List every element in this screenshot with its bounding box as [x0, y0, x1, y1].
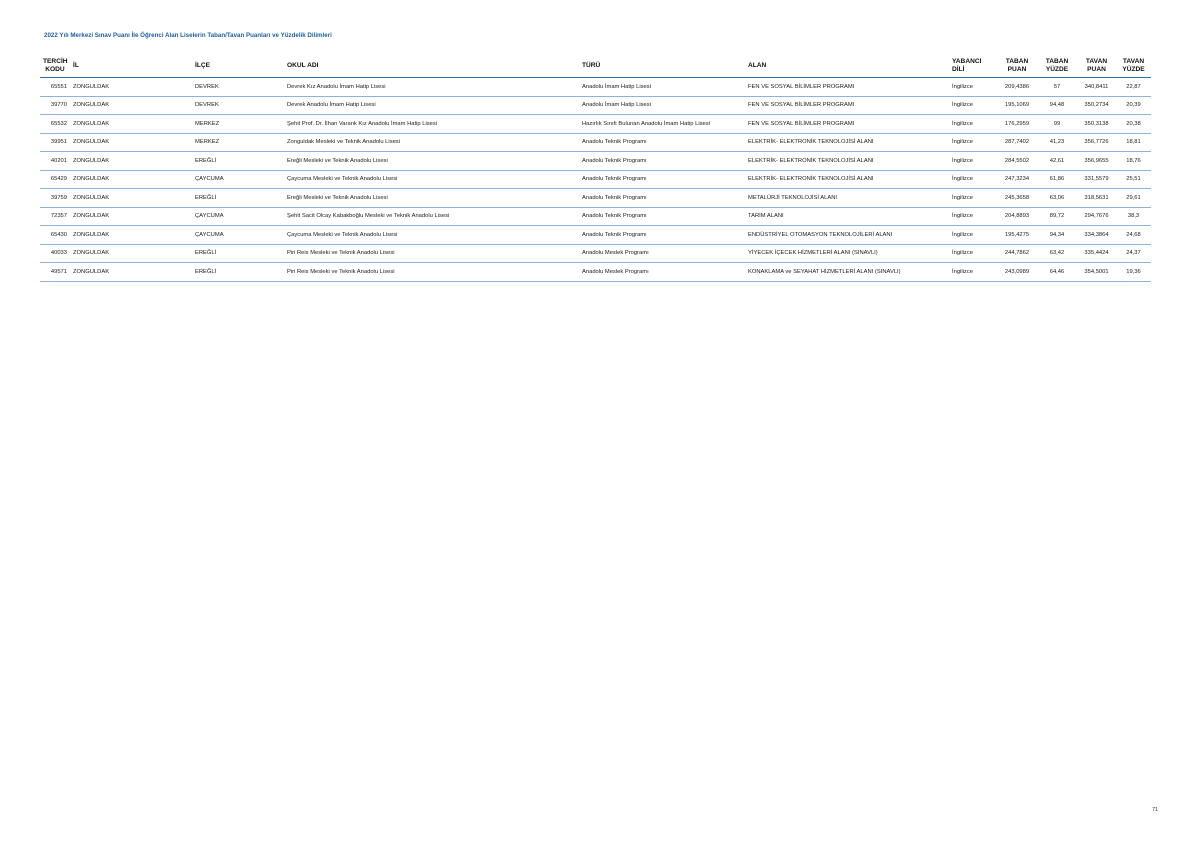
- cell-okul-adi: Devrek Kız Anadolu İmam Hatip Lisesi: [284, 78, 579, 97]
- cell-turu: Anadolu Teknik Programı: [579, 133, 745, 152]
- cell-taban-yuzde: 42,61: [1037, 152, 1077, 171]
- cell-taban-puan: 247,3234: [997, 170, 1037, 189]
- cell-tercih-kodu: 40033: [40, 244, 70, 263]
- table-row: [40, 152, 1151, 171]
- cell-tavan-puan: 356,9655: [1077, 152, 1116, 171]
- cell-taban-puan: 284,5502: [997, 152, 1037, 171]
- col-header-il: İL: [70, 55, 192, 78]
- cell-il: ZONGULDAK: [70, 226, 192, 245]
- cell-tavan-puan: 294,7676: [1077, 207, 1116, 226]
- cell-alan: FEN VE SOSYAL BİLİMLER PROGRAMI: [745, 115, 949, 134]
- cell-yabanci-dili: İngilizce: [949, 115, 997, 134]
- cell-okul-adi: Piri Reis Mesleki ve Teknik Anadolu Lisesi: [284, 263, 579, 282]
- cell-yabanci-dili: İngilizce: [949, 226, 997, 245]
- cell-taban-yuzde: 57: [1037, 78, 1077, 97]
- cell-tavan-puan: 334,3864: [1077, 226, 1116, 245]
- col-header-taban-yuzde: TABAN YÜZDE: [1037, 55, 1077, 78]
- cell-ilce: DEVREK: [192, 78, 284, 97]
- cell-okul-adi: Ereğli Mesleki ve Teknik Anadolu Lisesi: [284, 189, 579, 208]
- cell-taban-yuzde: 63,42: [1037, 244, 1077, 263]
- cell-okul-adi: Piri Reis Mesleki ve Teknik Anadolu Lisesi: [284, 244, 579, 263]
- cell-okul-adi: Devrek Anadolu İmam Hatip Lisesi: [284, 96, 579, 115]
- cell-turu: Anadolu Teknik Programı: [579, 226, 745, 245]
- cell-tavan-yuzde: 22,87: [1116, 78, 1151, 97]
- cell-taban-puan: 195,4275: [997, 226, 1037, 245]
- cell-alan: FEN VE SOSYAL BİLİMLER PROGRAMI: [745, 96, 949, 115]
- cell-yabanci-dili: İngilizce: [949, 152, 997, 171]
- col-header-tercih-kodu: TERCİH KODU: [40, 55, 70, 78]
- scores-table: [40, 55, 1151, 282]
- cell-alan: METALÜRJİ TEKNOLOJİSİ ALANI: [745, 189, 949, 208]
- cell-taban-puan: 243,0989: [997, 263, 1037, 282]
- cell-alan: ELEKTRİK- ELEKTRONİK TEKNOLOJİSİ ALANI: [745, 170, 949, 189]
- cell-il: ZONGULDAK: [70, 78, 192, 97]
- cell-tercih-kodu: 72357: [40, 207, 70, 226]
- cell-okul-adi: Çaycuma Mesleki ve Teknik Anadolu Lisesi: [284, 170, 579, 189]
- cell-taban-yuzde: 94,34: [1037, 226, 1077, 245]
- cell-turu: Anadolu Teknik Programı: [579, 152, 745, 171]
- cell-tercih-kodu: 39770: [40, 96, 70, 115]
- cell-turu: Anadolu İmam Hatip Lisesi: [579, 96, 745, 115]
- cell-tavan-puan: 318,5631: [1077, 189, 1116, 208]
- cell-okul-adi: Şehit Sacit Olcay Kabakboğlu Mesleki ve Teknik Anadolu Lisesi: [284, 207, 579, 226]
- col-header-okul-adi: OKUL ADI: [284, 55, 579, 78]
- cell-ilce: EREĞLİ: [192, 263, 284, 282]
- cell-tercih-kodu: 65430: [40, 226, 70, 245]
- cell-taban-yuzde: 41,23: [1037, 133, 1077, 152]
- col-header-yabanci-dili: YABANCI DİLİ: [949, 55, 997, 78]
- cell-turu: Anadolu Meslek Programı: [579, 263, 745, 282]
- cell-tavan-yuzde: 19,36: [1116, 263, 1151, 282]
- cell-tavan-puan: 356,7726: [1077, 133, 1116, 152]
- page-number: 71: [1152, 807, 1159, 813]
- cell-alan: YİYECEK İÇECEK HİZMETLERİ ALANI (SINAVLI): [745, 244, 949, 263]
- cell-tercih-kodu: 65532: [40, 115, 70, 134]
- col-header-tavan-puan: TAVAN PUAN: [1077, 55, 1116, 78]
- table-row: [40, 115, 1151, 134]
- cell-turu: Anadolu Meslek Programı: [579, 244, 745, 263]
- col-header-tavan-yuzde: TAVAN YÜZDE: [1116, 55, 1151, 78]
- header-row: [40, 55, 1151, 78]
- cell-tavan-puan: 350,3138: [1077, 115, 1116, 134]
- cell-tavan-yuzde: 20,38: [1116, 115, 1151, 134]
- cell-taban-yuzde: 61,86: [1037, 170, 1077, 189]
- cell-tavan-puan: 331,5579: [1077, 170, 1116, 189]
- cell-yabanci-dili: İngilizce: [949, 189, 997, 208]
- cell-ilce: ÇAYCUMA: [192, 170, 284, 189]
- cell-tavan-yuzde: 25,51: [1116, 170, 1151, 189]
- cell-taban-puan: 244,7862: [997, 244, 1037, 263]
- cell-tavan-puan: 350,2734: [1077, 96, 1116, 115]
- table-row: [40, 170, 1151, 189]
- cell-taban-puan: 204,8893: [997, 207, 1037, 226]
- cell-ilce: MERKEZ: [192, 133, 284, 152]
- cell-il: ZONGULDAK: [70, 115, 192, 134]
- cell-ilce: EREĞLİ: [192, 244, 284, 263]
- table-row: [40, 133, 1151, 152]
- table-row: [40, 96, 1151, 115]
- table-row: [40, 189, 1151, 208]
- cell-taban-puan: 209,4386: [997, 78, 1037, 97]
- cell-yabanci-dili: İngilizce: [949, 96, 997, 115]
- cell-turu: Anadolu Teknik Programı: [579, 189, 745, 208]
- cell-tercih-kodu: 39951: [40, 133, 70, 152]
- cell-tercih-kodu: 39759: [40, 189, 70, 208]
- cell-ilce: DEVREK: [192, 96, 284, 115]
- cell-il: ZONGULDAK: [70, 170, 192, 189]
- cell-taban-puan: 287,7402: [997, 133, 1037, 152]
- cell-yabanci-dili: İngilizce: [949, 170, 997, 189]
- table-row: [40, 207, 1151, 226]
- cell-tercih-kodu: 65551: [40, 78, 70, 97]
- document-title: 2022 Yılı Merkezi Sınav Puanı İle Öğrenci Alan Liselerin Taban/Tavan Puanları ve Yüzdelik Dilimleri: [44, 32, 332, 39]
- cell-tavan-yuzde: 24,68: [1116, 226, 1151, 245]
- cell-tavan-yuzde: 29,61: [1116, 189, 1151, 208]
- cell-okul-adi: Şehit Prof. Dr. İlhan Varank Kız Anadolu İmam Hatip Lisesi: [284, 115, 579, 134]
- col-header-ilce: İLÇE: [192, 55, 284, 78]
- cell-il: ZONGULDAK: [70, 152, 192, 171]
- cell-taban-yuzde: 64,46: [1037, 263, 1077, 282]
- cell-ilce: MERKEZ: [192, 115, 284, 134]
- cell-tercih-kodu: 40201: [40, 152, 70, 171]
- cell-taban-yuzde: 89,72: [1037, 207, 1077, 226]
- col-header-taban-puan: TABAN PUAN: [997, 55, 1037, 78]
- cell-alan: KONAKLAMA ve SEYAHAT HİZMETLERİ ALANI (SINAVLI): [745, 263, 949, 282]
- cell-il: ZONGULDAK: [70, 244, 192, 263]
- table-row: [40, 263, 1151, 282]
- table-row: [40, 226, 1151, 245]
- cell-turu: Anadolu Teknik Programı: [579, 207, 745, 226]
- cell-taban-yuzde: 94,48: [1037, 96, 1077, 115]
- cell-okul-adi: Çaycuma Mesleki ve Teknik Anadolu Lisesi: [284, 226, 579, 245]
- cell-tavan-yuzde: 24,37: [1116, 244, 1151, 263]
- cell-ilce: EREĞLİ: [192, 189, 284, 208]
- table-body: [40, 78, 1151, 282]
- cell-yabanci-dili: İngilizce: [949, 207, 997, 226]
- cell-alan: ELEKTRİK- ELEKTRONİK TEKNOLOJİSİ ALANI: [745, 152, 949, 171]
- table-row: [40, 78, 1151, 97]
- cell-turu: Hazırlık Sınıfı Bulunan Anadolu İmam Hatip Lisesi: [579, 115, 745, 134]
- cell-yabanci-dili: İngilizce: [949, 244, 997, 263]
- cell-tavan-yuzde: 18,81: [1116, 133, 1151, 152]
- cell-okul-adi: Zonguldak Mesleki ve Teknik Anadolu Lisesi: [284, 133, 579, 152]
- cell-taban-puan: 245,3658: [997, 189, 1037, 208]
- cell-yabanci-dili: İngilizce: [949, 133, 997, 152]
- cell-ilce: ÇAYCUMA: [192, 226, 284, 245]
- cell-il: ZONGULDAK: [70, 96, 192, 115]
- cell-il: ZONGULDAK: [70, 207, 192, 226]
- cell-tercih-kodu: 49571: [40, 263, 70, 282]
- cell-taban-yuzde: 99: [1037, 115, 1077, 134]
- cell-il: ZONGULDAK: [70, 263, 192, 282]
- cell-alan: ELEKTRİK- ELEKTRONİK TEKNOLOJİSİ ALANI: [745, 133, 949, 152]
- cell-tavan-puan: 335,4424: [1077, 244, 1116, 263]
- cell-tavan-yuzde: 38,3: [1116, 207, 1151, 226]
- cell-yabanci-dili: İngilizce: [949, 78, 997, 97]
- cell-taban-puan: 176,2959: [997, 115, 1037, 134]
- cell-tercih-kodu: 65429: [40, 170, 70, 189]
- col-header-alan: ALAN: [745, 55, 949, 78]
- cell-tavan-yuzde: 18,76: [1116, 152, 1151, 171]
- cell-tavan-puan: 340,8411: [1077, 78, 1116, 97]
- cell-ilce: ÇAYCUMA: [192, 207, 284, 226]
- cell-yabanci-dili: İngilizce: [949, 263, 997, 282]
- cell-tavan-puan: 354,5001: [1077, 263, 1116, 282]
- cell-il: ZONGULDAK: [70, 189, 192, 208]
- cell-turu: Anadolu Teknik Programı: [579, 170, 745, 189]
- table-row: [40, 244, 1151, 263]
- cell-alan: ENDÜSTRİYEL OTOMASYON TEKNOLOJİLERİ ALANI: [745, 226, 949, 245]
- cell-ilce: EREĞLİ: [192, 152, 284, 171]
- col-header-turu: TÜRÜ: [579, 55, 745, 78]
- cell-turu: Anadolu İmam Hatip Lisesi: [579, 78, 745, 97]
- cell-tavan-yuzde: 20,39: [1116, 96, 1151, 115]
- cell-taban-yuzde: 63,06: [1037, 189, 1077, 208]
- cell-il: ZONGULDAK: [70, 133, 192, 152]
- cell-okul-adi: Ereğli Mesleki ve Teknik Anadolu Lisesi: [284, 152, 579, 171]
- cell-alan: FEN VE SOSYAL BİLİMLER PROGRAMI: [745, 78, 949, 97]
- cell-alan: TARIM ALANI: [745, 207, 949, 226]
- cell-taban-puan: 195,1069: [997, 96, 1037, 115]
